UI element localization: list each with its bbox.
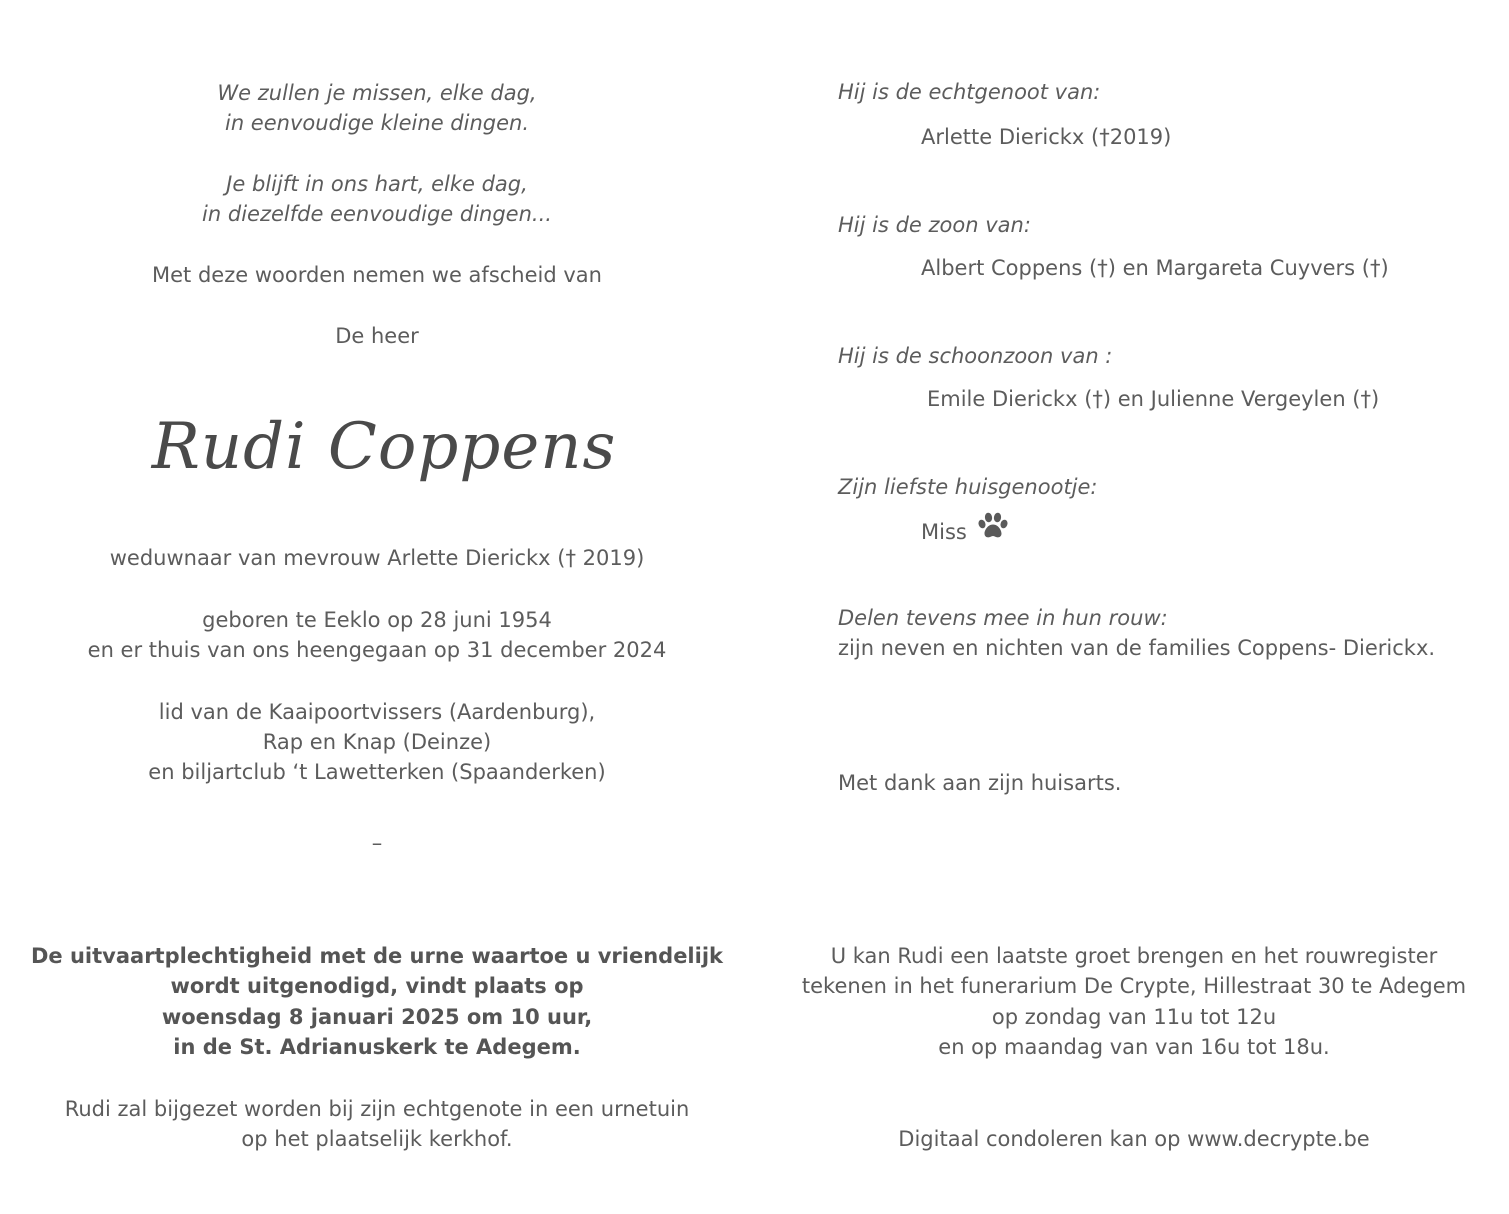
membership-line-2: Rap en Knap (Deinze)	[262, 730, 492, 754]
pet-name: Miss	[921, 520, 967, 544]
deceased-name: Rudi Coppens	[151, 410, 617, 484]
burial-line-1: Rudi zal bijgezet worden bij zijn echtgenote in een urnetuin	[64, 1097, 690, 1121]
visit-line-4: en op maandag van van 16u tot 18u.	[938, 1035, 1330, 1059]
paw-icon	[977, 512, 1009, 548]
condolence-line: Digitaal condoleren kan op www.decrypte.be	[898, 1127, 1370, 1151]
son-heading: Hij is de zoon van:	[838, 213, 1031, 237]
honorific-title: De heer	[335, 324, 419, 348]
visit-line-3: op zondag van 11u tot 12u	[991, 1005, 1277, 1029]
ceremony-line-3: woensdag 8 januari 2025 om 10 uur,	[161, 1005, 593, 1029]
ceremony-line-2: wordt uitgenodigd, vindt plaats op	[170, 974, 584, 998]
separator-dash: –	[371, 831, 383, 855]
poem-line-2: in eenvoudige kleine dingen.	[224, 111, 530, 135]
death-line: en er thuis van ons heengegaan op 31 december 2024	[87, 638, 667, 662]
visit-line-2: tekenen in het funerarium De Crypte, Hillestraat 30 te Adegem	[801, 974, 1467, 998]
burial-line-2: op het plaatselijk kerkhof.	[241, 1127, 513, 1151]
pet-line	[921, 515, 1009, 551]
visit-line-1: U kan Rudi een laatste groet brengen en het rouwregister	[830, 944, 1438, 968]
poem-line-4: in diezelfde eenvoudige dingen...	[202, 202, 552, 226]
birth-line: geboren te Eeklo op 28 juni 1954	[202, 608, 552, 632]
spouse-heading: Hij is de echtgenoot van:	[838, 80, 1101, 104]
farewell-intro: Met deze woorden nemen we afscheid van	[152, 263, 602, 287]
poem-line-3: Je blijft in ons hart, elke dag,	[226, 172, 528, 196]
parents-in-law-names: Emile Dierickx (†) en Julienne Vergeylen (†)	[927, 387, 1380, 411]
son-in-law-heading: Hij is de schoonzoon van :	[838, 344, 1113, 368]
membership-line-3: en biljartclub ‘t Lawetterken (Spaanderken)	[148, 760, 606, 784]
poem-line-1: We zullen je missen, elke dag,	[217, 81, 537, 105]
share-families: zijn neven en nichten van de families Coppens- Dierickx.	[838, 636, 1436, 660]
ceremony-line-4: in de St. Adrianuskerk te Adegem.	[173, 1035, 581, 1059]
widower-line: weduwnaar van mevrouw Arlette Dierickx († 2019)	[109, 546, 645, 570]
parents-names: Albert Coppens (†) en Margareta Cuyvers (†)	[921, 256, 1389, 280]
share-heading: Delen tevens mee in hun rouw:	[838, 606, 1168, 630]
ceremony-line-1: De uitvaartplechtigheid met de urne waartoe u vriendelijk	[31, 944, 723, 968]
thanks-line: Met dank aan zijn huisarts.	[838, 771, 1122, 795]
spouse-name: Arlette Dierickx (†2019)	[921, 125, 1172, 149]
pet-heading: Zijn liefste huisgenootje:	[838, 475, 1098, 499]
membership-line-1: lid van de Kaaipoortvissers (Aardenburg),	[158, 700, 596, 724]
